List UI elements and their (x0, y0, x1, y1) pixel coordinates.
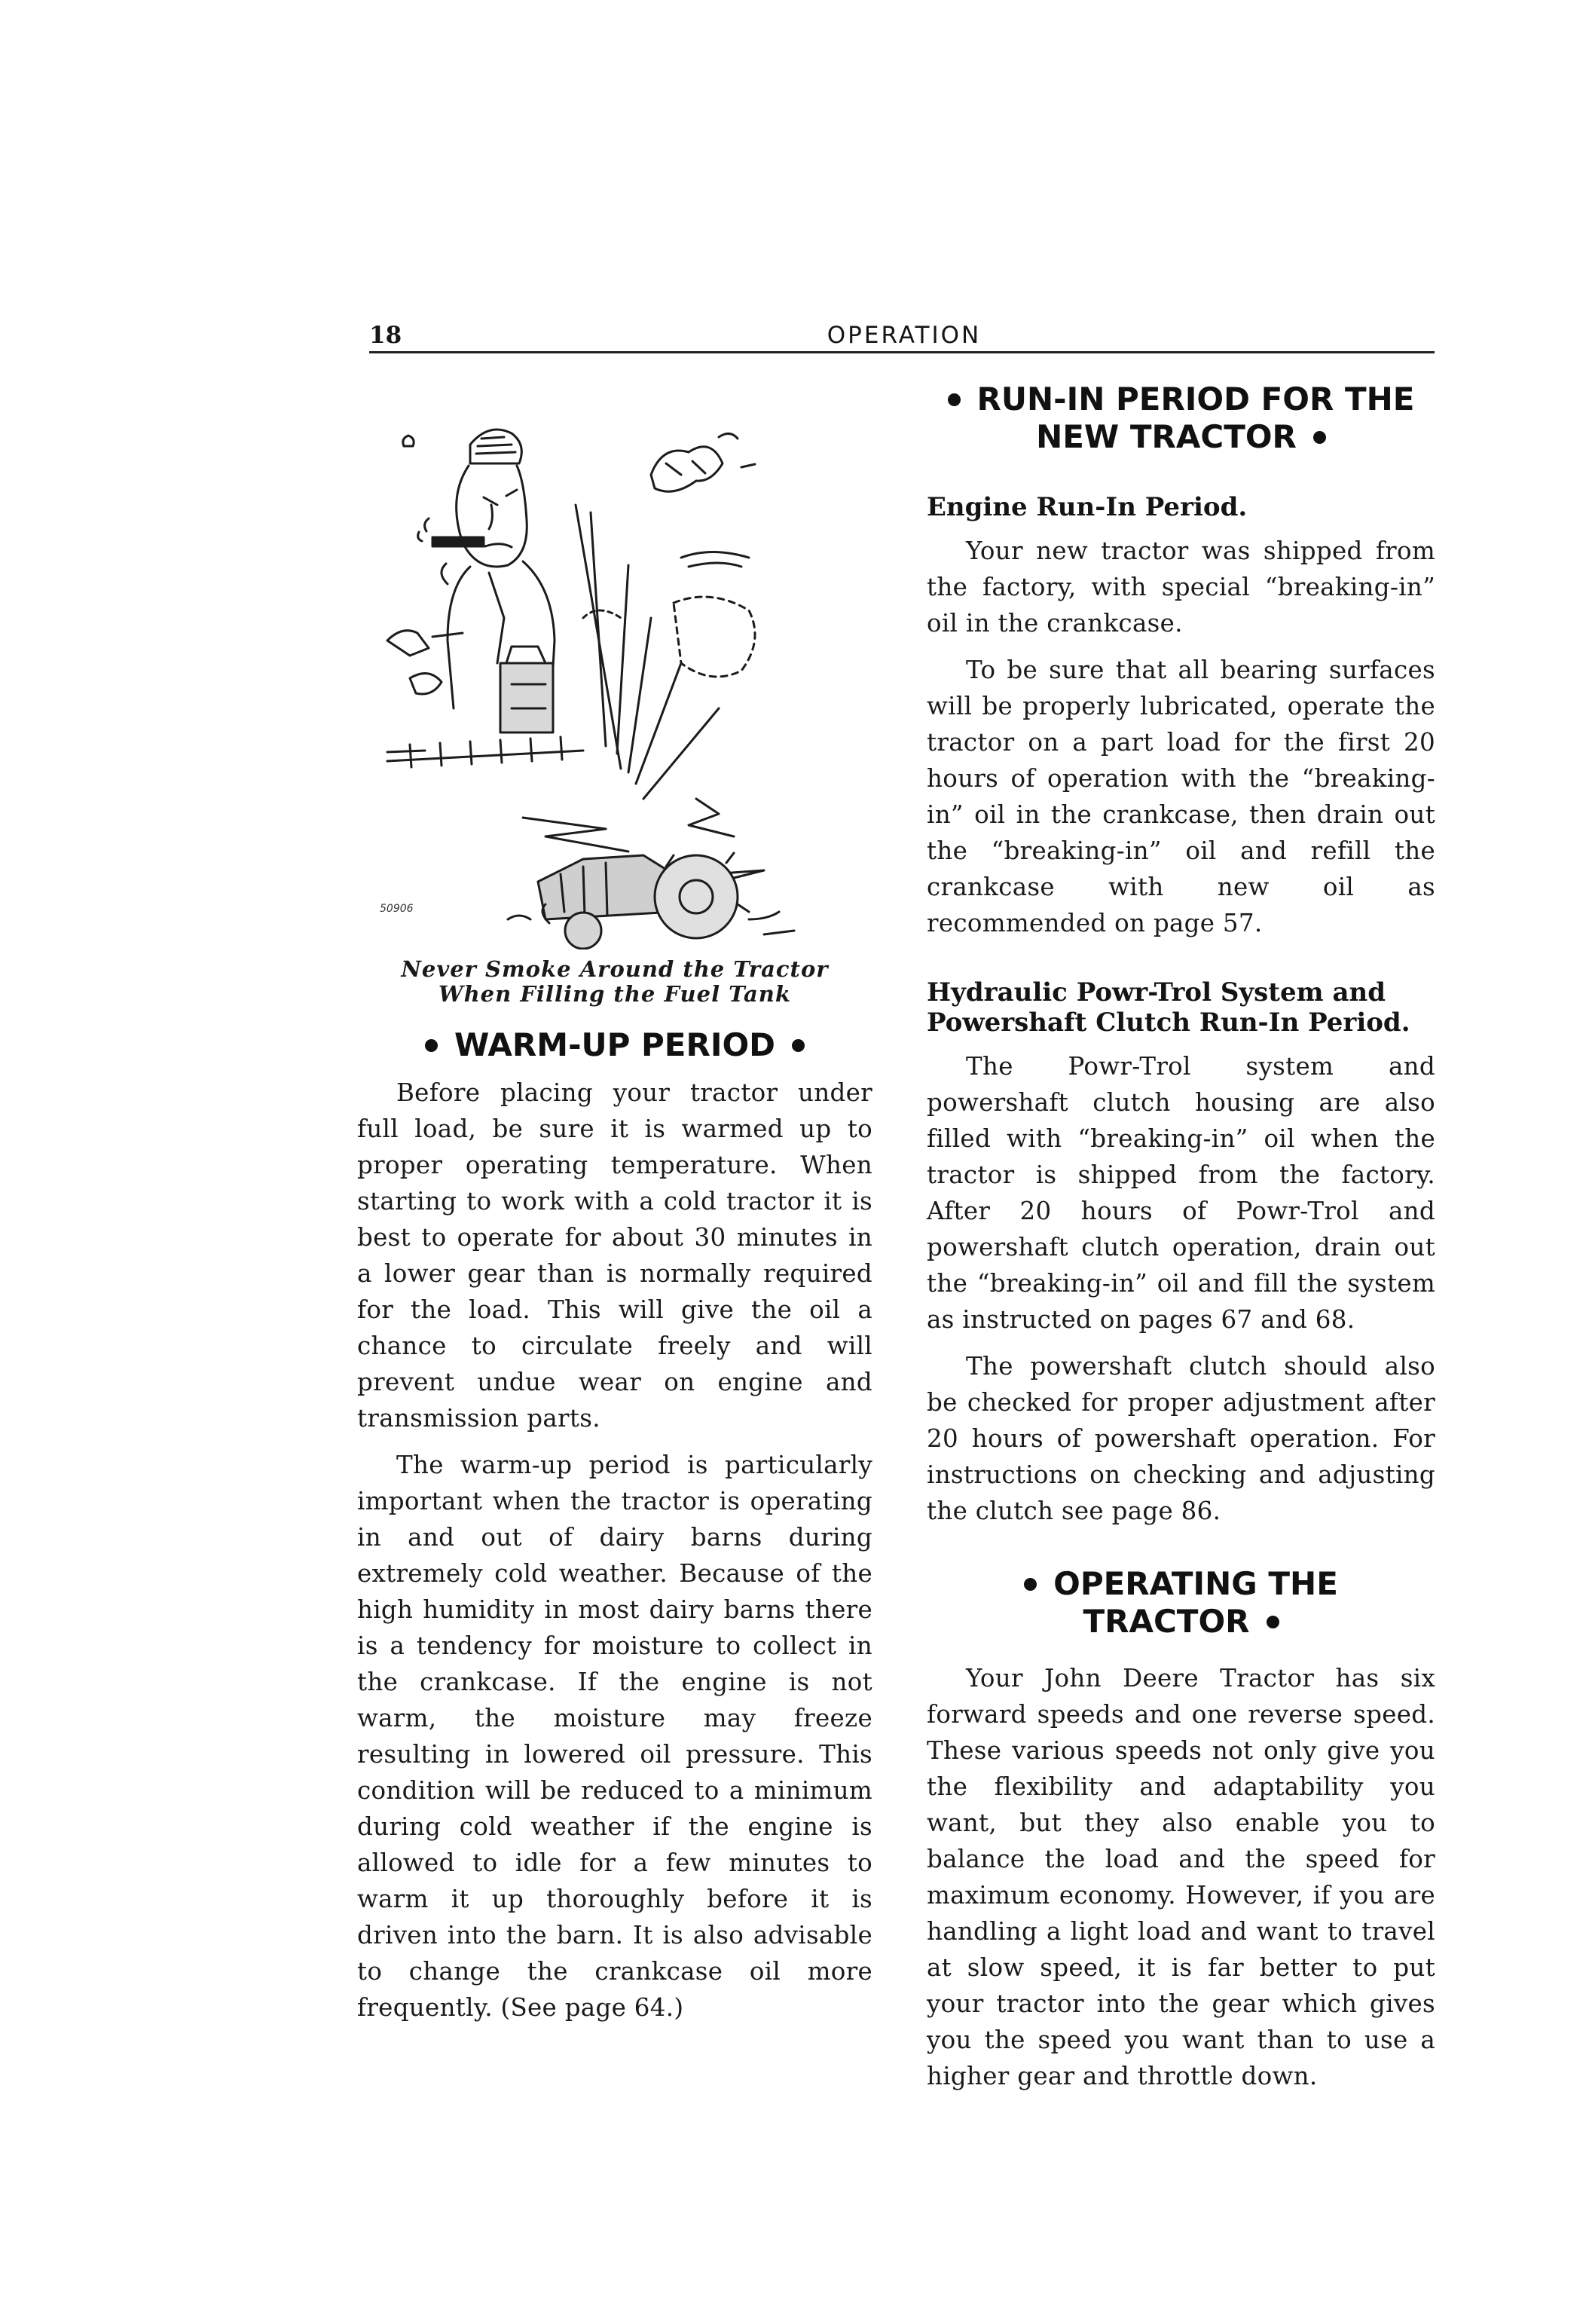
bullet-icon (1313, 431, 1326, 444)
hydraulic-run-in-paragraph-2: The powershaft clutch should also be checked for proper adjustment after 20 hours of powershaft operation. For instructions on checking and adjusting the clutch see page 86. (927, 1352, 1435, 1525)
page-number: 18 (369, 322, 402, 349)
illustration-smoking-explosion (357, 392, 872, 949)
engine-run-in-paragraph-1: Your new tractor was shipped from the factory, with special “breaking-in” oil in the crankcase. (927, 537, 1435, 638)
bullet-icon (1024, 1578, 1037, 1591)
caption-line-2: When Filling the Fuel Tank (439, 981, 791, 1007)
run-in-heading-line-1: RUN-IN PERIOD FOR THE (976, 381, 1415, 417)
operating-heading-line-1: OPERATING THE (1053, 1565, 1338, 1602)
safety-illustration (357, 392, 872, 949)
figure-caption (357, 957, 872, 1007)
header-rule (369, 351, 1435, 353)
operating-paragraph-1: Your John Deere Tractor has six forward speeds and one reverse speed. These various speeds not only give you the flexibility and adaptability you want, but they also enable you to balance the load and the speed for maximum economy. However, if you are handling a light load and want to travel at slow speed, it is far better to put your tractor into the gear which gives you the speed you want than to use a higher gear and throttle down. (927, 1664, 1435, 2090)
warm-up-heading-text: WARM-UP PERIOD (454, 1026, 776, 1063)
bullet-icon (792, 1039, 805, 1052)
engine-run-in-subheading: Engine Run-In Period. (927, 492, 1248, 522)
left-column (357, 392, 872, 2026)
engine-run-in-paragraph-2: To be sure that all bearing surfaces will be properly lubricated, operate the tractor on a part load for the first 20 hours of operation with the “breaking-in” oil in the crankcase, then drain out the “breaking-in” oil and refill the crankcase with new oil as recommended on page 57. (927, 656, 1435, 937)
hydraulic-run-in-subheading: Hydraulic Powr-Trol System and Powershaft Clutch Run-In Period. (927, 977, 1410, 1038)
right-column (927, 381, 1435, 2094)
caption-line-1: Never Smoke Around the Tractor (401, 956, 829, 982)
operating-heading (927, 1565, 1435, 1641)
run-in-heading-line-2: NEW TRACTOR (1036, 418, 1297, 455)
bullet-icon (425, 1039, 438, 1052)
operating-heading-line-2: TRACTOR (1083, 1603, 1250, 1640)
warm-up-heading (357, 1026, 872, 1064)
bullet-icon (1267, 1616, 1279, 1628)
figure-id: 50906 (380, 903, 414, 915)
bullet-icon (948, 393, 961, 406)
hydraulic-run-in-paragraph-1: The Powr-Trol system and powershaft clutch housing are also filled with “breaking-in” oil when the tractor is shipped from the factory. After 20 hours of Powr-Trol and powershaft clutch operation, drain out the “breaking-in” oil and fill the system as instructed on pages 67 and 68. (927, 1052, 1435, 1334)
warm-up-paragraph-1: Before placing your tractor under full load, be sure it is warmed up to proper operating temperature. When starting to work with a cold tractor it is best to operate for about 30 minutes in a lower gear than is normally required for the load. This will give the oil a chance to circulate freely and will prevent undue wear on engine and transmission parts. (357, 1078, 872, 1433)
running-title: OPERATION (827, 322, 982, 349)
run-in-heading (927, 381, 1435, 456)
warm-up-paragraph-2: The warm-up period is particularly important when the tractor is operating in and out of dairy barns during extremely cold weather. Because of the high humidity in most dairy barns there is a tendency for moisture to collect in the crankcase. If the engine is not warm, the moisture may freeze resulting in lowered oil pressure. This condition will be reduced to a minimum during cold weather if the engine is allowed to idle for a few minutes to warm it up thoroughly before it is driven into the barn. It is also advisable to change the crankcase oil more frequently. (See page 64.) (357, 1451, 872, 2022)
